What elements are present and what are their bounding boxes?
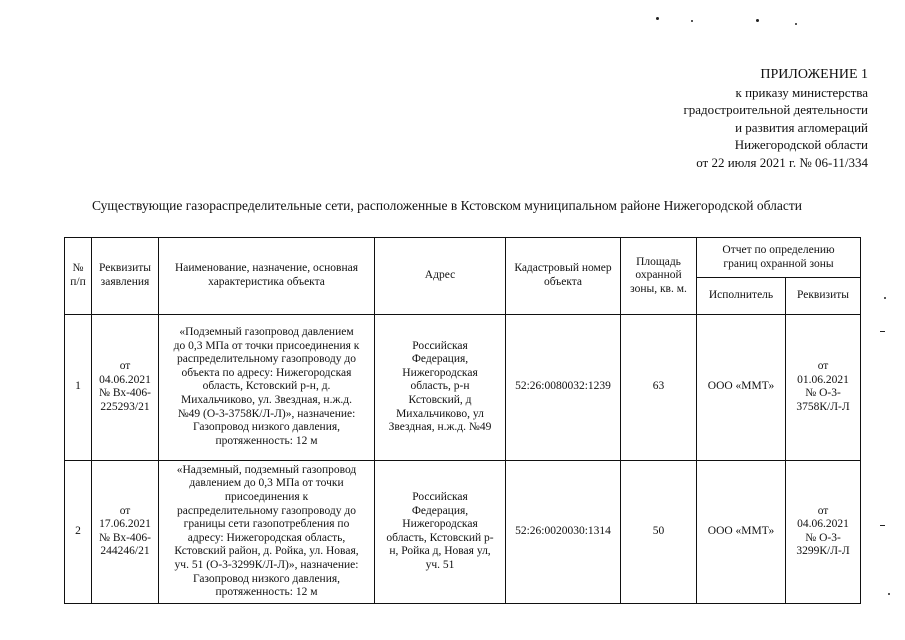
header-line: и развития агломераций [735, 119, 868, 135]
header-line: к приказу министерства [735, 84, 868, 100]
gas-networks-table [64, 237, 861, 604]
header-number: № п/п [65, 238, 92, 315]
scan-speck [691, 20, 693, 22]
scan-speck [656, 17, 659, 20]
cell-requisites: от 17.06.2021 № Вх-406- 244246/21 [92, 460, 159, 604]
cell-name: «Подземный газопровод давлением до 0,3 МПа от точки присоединения к распределительному газопроводу до объекта по адресу: Нижегородская область, Кстовский р-н, д. Михальчиково, ул. Звездная, н.ж.д. №49 (О-3-3758К/Л-Л)», назначение: Газопровод низкого давления, протяженность: 12 м [159, 315, 375, 461]
header-line: Нижегородской области [734, 137, 868, 152]
table-row [65, 315, 861, 461]
cell-cadastral: 52:26:0080032:1239 [506, 315, 621, 461]
header-address: Адрес [375, 238, 506, 315]
table-row [65, 460, 861, 604]
header-name: Наименование, назначение, основная характеристика объекта [159, 238, 375, 315]
header-area: Площадь охранной зоны, кв. м. [621, 238, 697, 315]
appendix-label: ПРИЛОЖЕНИЕ 1 [760, 67, 868, 82]
order-date-line: от 22 июля 2021 г. № 06-11/334 [696, 154, 868, 170]
document-title: Существующие газораспределительные сети, расположенные в Кстовском муниципальном районе Нижегородской области [92, 198, 803, 213]
cell-number: 1 [65, 315, 92, 461]
scan-speck [880, 525, 885, 526]
cell-address: Российская Федерация, Нижегородская область, Кстовский р- н, Ройка д, Новая ул, уч. 51 [375, 460, 506, 604]
header-report-requisites: Реквизиты [786, 278, 861, 315]
header-line: градостроительной деятельности [683, 102, 868, 117]
header-executor: Исполнитель [697, 278, 786, 315]
scan-speck [888, 593, 890, 595]
cell-report-requisites: от 04.06.2021 № О-3- 3299К/Л-Л [786, 460, 861, 604]
cell-requisites: от 04.06.2021 № Вх-406- 225293/21 [92, 315, 159, 461]
scan-speck [884, 297, 886, 299]
scan-speck [880, 331, 885, 332]
cell-report-requisites: от 01.06.2021 № О-3- 3758К/Л-Л [786, 315, 861, 461]
appendix-header [683, 66, 868, 171]
cell-area: 63 [621, 315, 697, 461]
header-requisites: Реквизиты заявления [92, 238, 159, 315]
scan-speck [795, 23, 797, 25]
cell-cadastral: 52:26:0020030:1314 [506, 460, 621, 604]
cell-name: «Надземный, подземный газопровод давлением до 0,3 МПа от точки присоединения к распределительному газопроводу до границы сети газопотребления по адресу: Нижегородская область, Кстовский район, д. Ройка, ул. Новая, уч. 51 (О-3-3299К/Л-Л)», назначение: Газопровод низкого давления, протяженность: 12 м [159, 460, 375, 604]
header-report: Отчет по определению границ охранной зоны [697, 238, 861, 278]
cell-area: 50 [621, 460, 697, 604]
cell-number: 2 [65, 460, 92, 604]
cell-executor: ООО «ММТ» [697, 460, 786, 604]
cell-address: Российская Федерация, Нижегородская область, р-н Кстовский, д Михальчиково, ул Звездная, н.ж.д. №49 [375, 315, 506, 461]
cell-executor: ООО «ММТ» [697, 315, 786, 461]
scan-speck [756, 19, 759, 22]
header-cadastral: Кадастровый номер объекта [506, 238, 621, 315]
